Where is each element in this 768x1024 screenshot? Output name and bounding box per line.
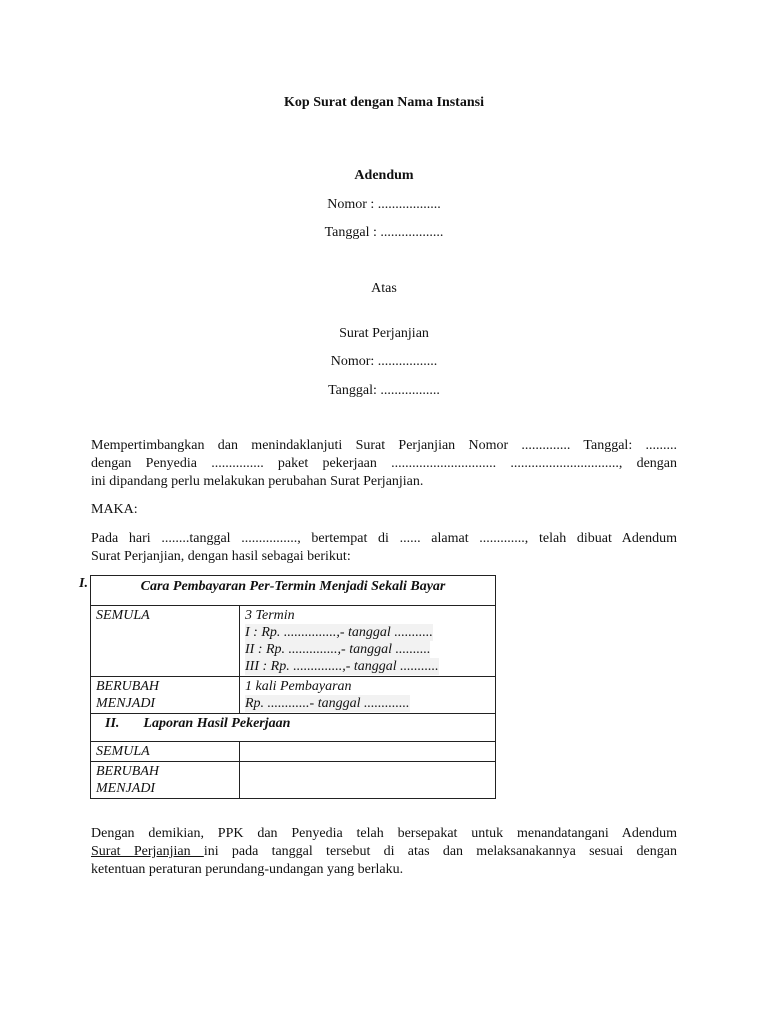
semula-values — [240, 606, 496, 677]
paragraph-line: dengan Penyedia ............... paket pekerjaan .............................. ..............................., dengan — [91, 456, 677, 471]
semula-label: SEMULA — [91, 606, 240, 677]
section-1-title: Cara Pembayaran Per-Termin Menjadi Sekali Bayar — [91, 576, 496, 606]
semula-2-value — [240, 742, 496, 762]
paragraph-intro — [91, 530, 677, 566]
document-title: Adendum — [354, 168, 414, 183]
semula-2-label: SEMULA — [91, 742, 240, 762]
paragraph-line-rest: ini pada tanggal tersebut di atas dan melaksanakannya sesuai dengan — [203, 844, 677, 859]
paragraph-line: Pada hari ........tanggal ................, bertempat di ...... alamat ............., telah dibuat Adendum — [91, 531, 677, 546]
paragraph-considering — [91, 437, 677, 491]
semula-line: III : Rp. ..............,- tanggal ........... — [245, 659, 439, 674]
berubah-2-label — [91, 762, 240, 799]
atas-label: Atas — [371, 281, 397, 296]
berubah-line: 1 kali Pembayaran — [245, 679, 352, 694]
tanggal-line: Tanggal : .................. — [324, 225, 444, 240]
semula-line: 3 Termin — [245, 608, 295, 623]
section-number-1: I. — [79, 576, 88, 591]
amendment-table — [90, 575, 496, 799]
berubah-2-label-line: MENJADI — [96, 781, 156, 796]
berubah-2-label-line: BERUBAH — [96, 764, 159, 779]
paragraph-line: Mempertimbangkan dan menindaklanjuti Surat Perjanjian Nomor .............. Tanggal: ......... — [91, 438, 677, 453]
semula-line: II : Rp. ..............,- tanggal .......... — [245, 642, 431, 657]
section-number-2: II. — [105, 716, 120, 731]
berubah-label — [91, 677, 240, 714]
reference-nomor: Nomor: ................. — [330, 354, 438, 369]
underlined-phrase: Surat Perjanjian — [91, 844, 204, 859]
paragraph-line — [91, 843, 677, 861]
reference-tanggal: Tanggal: ................. — [328, 383, 440, 398]
nomor-line: Nomor : .................. — [327, 197, 441, 212]
maka-label: MAKA: — [91, 502, 138, 517]
berubah-line: Rp. ............- tanggal ............. — [245, 696, 410, 711]
berubah-label-line: MENJADI — [96, 696, 156, 711]
reference-title: Surat Perjanjian — [339, 326, 429, 341]
letterhead: Kop Surat dengan Nama Instansi — [284, 95, 484, 110]
section-2-title — [91, 714, 496, 742]
paragraph-line: ketentuan peraturan perundang-undangan yang berlaku. — [91, 862, 404, 877]
paragraph-line: ini dipandang perlu melakukan perubahan Surat Perjanjian. — [91, 474, 424, 489]
berubah-2-value — [240, 762, 496, 799]
berubah-values — [240, 677, 496, 714]
paragraph-closing — [91, 825, 677, 879]
paragraph-line: Surat Perjanjian, dengan hasil sebagai berikut: — [91, 549, 351, 564]
berubah-label-line: BERUBAH — [96, 679, 159, 694]
section-2-title-text: Laporan Hasil Pekerjaan — [143, 716, 291, 731]
paragraph-line: Dengan demikian, PPK dan Penyedia telah bersepakat untuk menandatangani Adendum — [91, 826, 677, 841]
semula-line: I : Rp. ...............,- tanggal ........... — [245, 625, 433, 640]
